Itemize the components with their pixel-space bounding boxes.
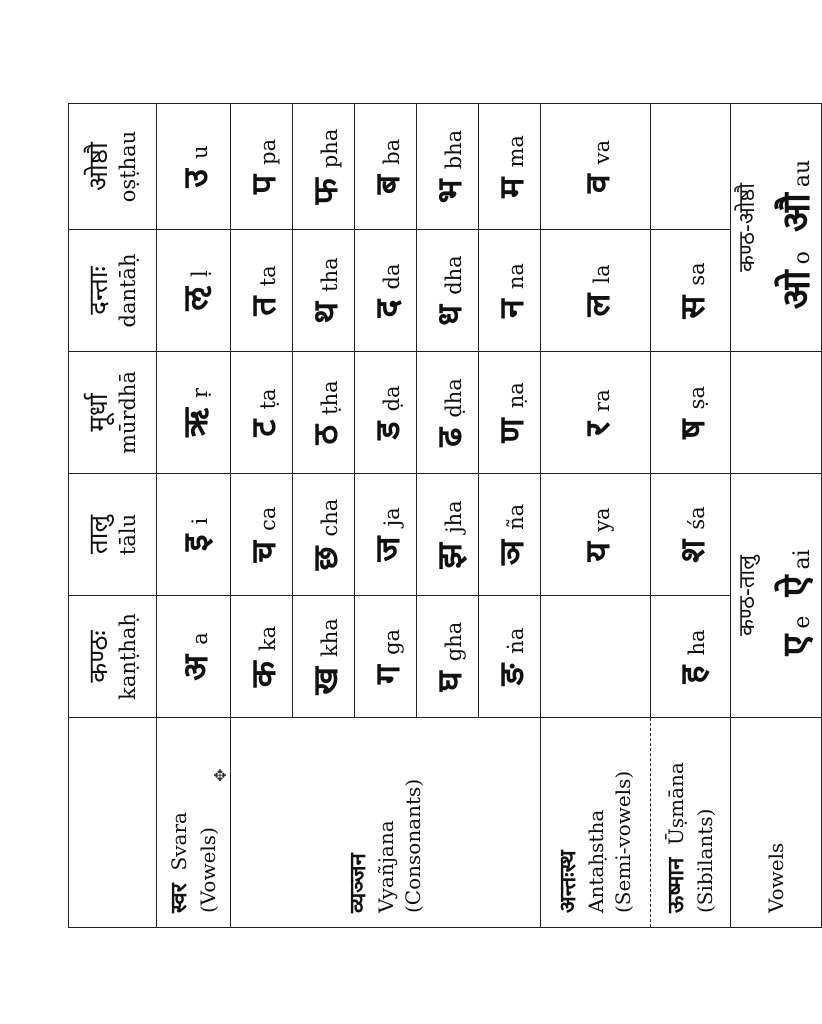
letter-cell (479, 596, 541, 718)
letter-roman: ḷ (187, 270, 212, 277)
category-gloss: (Vowels) (195, 827, 220, 913)
letter-deva: त (243, 296, 284, 316)
letter-roman: ma (503, 135, 528, 168)
letter-cell (355, 230, 417, 352)
header-deva: ओष्ठौ (84, 142, 115, 191)
category-deva: ऊष्मान (664, 857, 690, 913)
letter-roman: jha (441, 500, 466, 533)
letter-deva: व (577, 174, 618, 194)
letter-cell (417, 352, 479, 474)
letter-cell (355, 596, 417, 718)
category-name: Vyañjana (374, 820, 399, 913)
letter-cell (479, 352, 541, 474)
corner-cell (69, 718, 157, 928)
sibilant-row (651, 104, 731, 928)
header-roman: oṣṭhau (115, 130, 140, 203)
letter-roman: dha (441, 255, 466, 295)
letter-cell (293, 104, 355, 230)
header-roman: kaṇṭhaḥ (115, 613, 140, 700)
letter-cell (293, 352, 355, 474)
letter-cell (541, 230, 651, 352)
letter-cell (651, 596, 731, 718)
header-talu (69, 474, 157, 596)
letter-deva: ञ (491, 539, 532, 566)
letter-roman: ka (255, 625, 280, 652)
letter-roman: va (589, 139, 614, 165)
letter-deva: ठ (305, 424, 346, 445)
letter-cell (479, 104, 541, 230)
header-dantah (69, 230, 157, 352)
letter-cell (651, 230, 731, 352)
compound-kantha-osthau (731, 104, 822, 352)
header-deva: दन्ताः (84, 266, 115, 315)
letter-roman: e (790, 615, 815, 629)
header-deva: तालु (84, 514, 115, 555)
category-usmana (651, 718, 731, 928)
semivowel-row (541, 104, 651, 928)
letter-cell (541, 104, 651, 230)
header-deva: मूर्धा (84, 393, 115, 432)
header-roman: dantāḥ (115, 253, 140, 328)
letter-deva: भ (429, 179, 470, 204)
letter-deva: ह (672, 665, 713, 684)
letter-roman: ña (503, 503, 528, 530)
letter-deva: ऌ (175, 286, 216, 311)
letter-deva: फ (305, 178, 346, 205)
move-cursor-icon: ✥ (213, 766, 227, 785)
letter-roman: ṛ (187, 387, 212, 399)
letter-deva: ढ (429, 427, 470, 447)
letter-deva: थ (305, 301, 346, 324)
letter-cell (417, 474, 479, 596)
letter-deva: ट (243, 419, 284, 437)
empty-cell (731, 352, 822, 474)
letter-cell (231, 352, 293, 474)
letter-cell (231, 596, 293, 718)
letter-deva: उ (175, 168, 216, 188)
letter-roman: pa (255, 138, 280, 165)
letter-roman: ṅa (503, 627, 528, 654)
letter-cell (355, 104, 417, 230)
letter-cell (231, 104, 293, 230)
letter-cell (231, 474, 293, 596)
letter-deva: ऋ (175, 408, 216, 438)
letter-roman: da (379, 263, 404, 290)
header-roman: mūrdhā (115, 371, 140, 454)
letter-deva: ज (367, 536, 408, 562)
category-antahstha (541, 718, 651, 928)
header-murdha (69, 352, 157, 474)
category-name: Ūṣmāna (664, 762, 689, 845)
compound-label: कण्ठ-ओष्ठौ (735, 183, 760, 272)
letter-roman: ya (589, 507, 614, 532)
letter-deva: प (243, 174, 284, 195)
letter-cell (355, 352, 417, 474)
letter-deva: ओ (774, 270, 818, 310)
letter-deva: झ (429, 542, 470, 569)
letter-cell (417, 230, 479, 352)
letter-roman: sa (684, 262, 709, 286)
letter-roman: śa (684, 506, 709, 530)
category-deva: स्वर (167, 883, 193, 913)
letter-roman: u (187, 145, 212, 159)
letter-deva: छ (305, 546, 346, 571)
letter-cell (651, 474, 731, 596)
letter-cell (417, 596, 479, 718)
letter-cell (355, 474, 417, 596)
letter-deva: औ (774, 193, 818, 232)
letter-roman: ṣa (684, 386, 709, 410)
letter-deva: ए (774, 634, 818, 656)
letter-cell (651, 352, 731, 474)
letter-roman: ta (255, 265, 280, 287)
rotated-table-wrapper (68, 104, 818, 928)
empty-cell (651, 104, 731, 230)
letter-roman: ṭa (255, 388, 280, 410)
letter-cell (157, 596, 231, 718)
letter-roman: ba (379, 138, 404, 165)
letter-roman: na (503, 263, 528, 290)
header-kanthah (69, 596, 157, 718)
letter-cell (541, 352, 651, 474)
letter-cell (157, 352, 231, 474)
letter-roman: ḍha (441, 378, 466, 418)
letter-roman: gha (441, 621, 466, 662)
letter-deva: स (672, 295, 713, 319)
letter-deva: ब (367, 174, 408, 195)
letter-deva: ख (305, 666, 346, 695)
category-vyanjana (231, 718, 541, 928)
letter-roman: bha (441, 129, 466, 170)
letter-cell (479, 230, 541, 352)
header-deva: कण्ठः (84, 630, 115, 683)
letter-roman: ca (255, 506, 280, 531)
letter-cell (157, 474, 231, 596)
letter-deva: क (243, 661, 284, 688)
letter-roman: la (589, 264, 614, 284)
compound-kantha-talu (731, 474, 822, 718)
category-gloss: (Sibilants) (692, 808, 717, 913)
letter-cell (417, 104, 479, 230)
letter-roman: kha (317, 618, 342, 657)
letter-roman: ai (790, 549, 815, 570)
letter-roman: ra (589, 389, 614, 412)
category-vowels (731, 718, 822, 928)
header-row (69, 104, 157, 928)
compound-vowel-row (731, 104, 822, 928)
letter-deva: ष (672, 419, 713, 439)
letter-cell (479, 474, 541, 596)
letter-deva: अ (175, 654, 216, 681)
letter-deva: ङ (491, 663, 532, 686)
letter-roman: ṭha (317, 380, 342, 415)
consonant-row (231, 104, 293, 928)
letter-roman: ga (379, 628, 404, 655)
letter-cell (231, 230, 293, 352)
letter-cell (293, 596, 355, 718)
letter-roman: ṇa (503, 382, 528, 409)
sanskrit-alphabet-chart (68, 103, 822, 928)
letter-roman: ha (684, 629, 709, 656)
letter-cell (541, 474, 651, 596)
letter-deva: र (577, 421, 618, 436)
letter-cell (293, 474, 355, 596)
category-name: Svara (167, 812, 192, 871)
category-gloss: (Semi-vowels) (611, 770, 636, 913)
letter-deva: य (577, 541, 618, 562)
category-svara (157, 718, 231, 928)
category-name: Vowels (763, 842, 788, 913)
letter-deva: न (491, 299, 532, 318)
letter-roman: a (187, 632, 212, 645)
category-gloss: (Consonants) (401, 778, 426, 913)
letter-cell (157, 104, 231, 230)
letter-deva: ऐ (774, 575, 818, 597)
letter-roman: i (187, 517, 212, 525)
compound-label: कण्ठ-तालु (735, 555, 760, 636)
letter-deva: इ (175, 534, 216, 552)
letter-deva: ल (577, 293, 618, 317)
letter-roman: cha (317, 498, 342, 537)
letter-deva: ड (367, 421, 408, 440)
letter-roman: o (790, 251, 815, 265)
letter-cell (157, 230, 231, 352)
letter-cell (293, 230, 355, 352)
letter-roman: tha (317, 257, 342, 292)
category-deva: अन्तःस्थ (555, 850, 581, 913)
letter-deva: श (672, 539, 713, 563)
letter-deva: ण (491, 418, 532, 443)
letter-deva: म (491, 177, 532, 198)
letter-roman: pha (317, 128, 342, 169)
letter-deva: ध (429, 304, 470, 326)
letter-roman: ja (379, 507, 404, 527)
letter-roman: ḍa (379, 385, 404, 412)
letter-deva: घ (429, 671, 470, 692)
category-name: Antaḥstha (584, 809, 609, 913)
empty-cell (541, 596, 651, 718)
letter-deva: ग (367, 664, 408, 685)
header-roman: tālu (115, 513, 140, 556)
letter-deva: द (367, 299, 408, 318)
letter-roman: au (790, 159, 815, 188)
header-osthau (69, 104, 157, 230)
category-deva: व्यञ्जन (345, 853, 371, 913)
letter-deva: च (243, 540, 284, 563)
svara-row (157, 104, 231, 928)
